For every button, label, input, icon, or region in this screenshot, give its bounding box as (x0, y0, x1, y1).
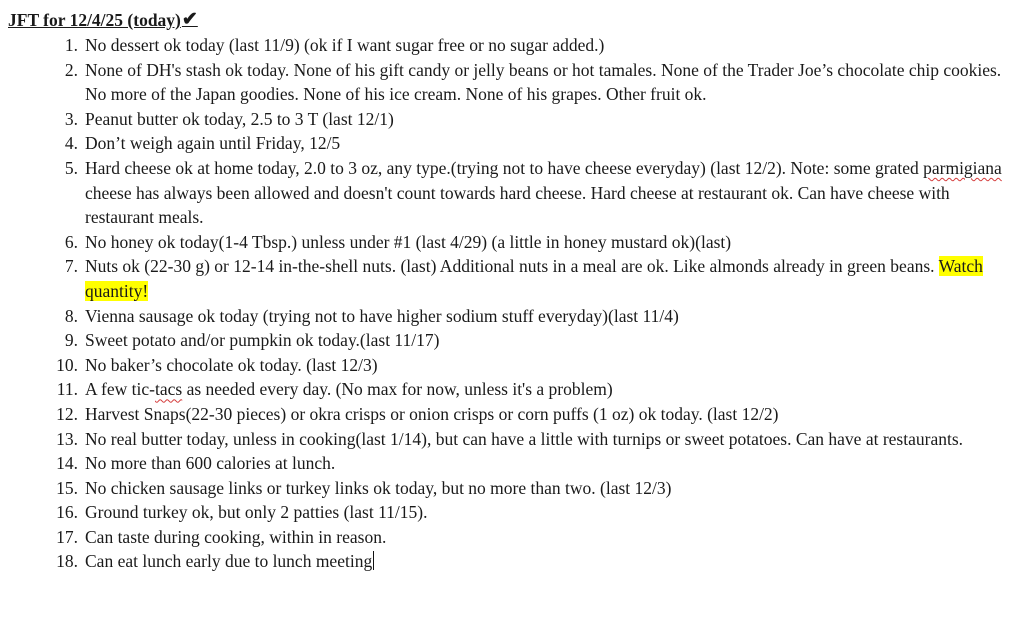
text-cursor (373, 551, 374, 570)
rules-list (8, 33, 1014, 574)
spellcheck-word[interactable]: tacs (154, 379, 183, 400)
list-item[interactable]: 5. Hard cheese ok at home today, 2.0 to 3 oz, any type.(trying not to have cheese everyday) (last 12/2). Note: some grated parmigiana cheese has always been allowed and doesn't count towards hard cheese. Hard cheese at restaurant ok. Can have cheese with restaurant meals. (64, 157, 1002, 228)
list-item[interactable]: 7. Nuts ok (22-30 g) or 12-14 in-the-shell nuts. (last) Additional nuts in a meal are ok. Like almonds already in green beans. Watch quantity! (64, 256, 983, 301)
document-title (8, 8, 1014, 32)
highlighted-text: Watch quantity! (85, 256, 983, 301)
spellcheck-word[interactable]: parmigiana (923, 157, 1002, 178)
checkmark-icon: ✔ (181, 9, 198, 30)
list-item[interactable]: 6. No honey ok today(1-4 Tbsp.) unless under #1 (last 4/29) (a little in honey mustard ok)(last) (64, 231, 732, 252)
list-item[interactable]: 8. Vienna sausage ok today (trying not to have higher sodium stuff everyday)(last 11/4) (64, 305, 679, 326)
list-item[interactable]: 11. A few tic-tacs as needed every day. (No max for now, unless it's a problem) (56, 379, 613, 400)
list-item[interactable]: 4. Don’t weigh again until Friday, 12/5 (64, 133, 341, 154)
list-item[interactable]: 14. No more than 600 calories at lunch. (56, 453, 336, 474)
list-item[interactable]: 15. No chicken sausage links or turkey links ok today, but no more than two. (last 12/3) (56, 477, 672, 498)
list-item[interactable]: 10. No baker’s chocolate ok today. (last 12/3) (56, 354, 378, 375)
title-text: JFT for 12/4/25 (today) (8, 10, 181, 30)
list-item[interactable]: 3. Peanut butter ok today, 2.5 to 3 T (last 12/1) (64, 108, 394, 129)
list-item[interactable]: 17. Can taste during cooking, within in reason. (56, 526, 387, 547)
list-item[interactable]: 9. Sweet potato and/or pumpkin ok today.(last 11/17) (64, 330, 440, 351)
list-item[interactable]: 18. Can eat lunch early due to lunch meeting (56, 551, 373, 572)
document (8, 8, 1014, 574)
list-item[interactable]: 12. Harvest Snaps(22-30 pieces) or okra crisps or onion crisps or corn puffs (1 oz) ok today. (last 12/2) (56, 403, 779, 424)
list-item[interactable]: 2. None of DH's stash ok today. None of his gift candy or jelly beans or hot tamales. None of the Trader Joe’s chocolate chip cookies. No more of the Japan goodies. None of his ice cream. None of his grapes. Other fruit ok. (64, 59, 1002, 105)
list-item[interactable]: 16. Ground turkey ok, but only 2 patties (last 11/15). (56, 502, 428, 523)
list-item[interactable]: 1. No dessert ok today (last 11/9) (ok if I want sugar free or no sugar added.) (64, 35, 605, 55)
list-item[interactable]: 13. No real butter today, unless in cooking(last 1/14), but can have a little with turnips or sweet potatoes. Can have at restaurants. (56, 428, 964, 449)
